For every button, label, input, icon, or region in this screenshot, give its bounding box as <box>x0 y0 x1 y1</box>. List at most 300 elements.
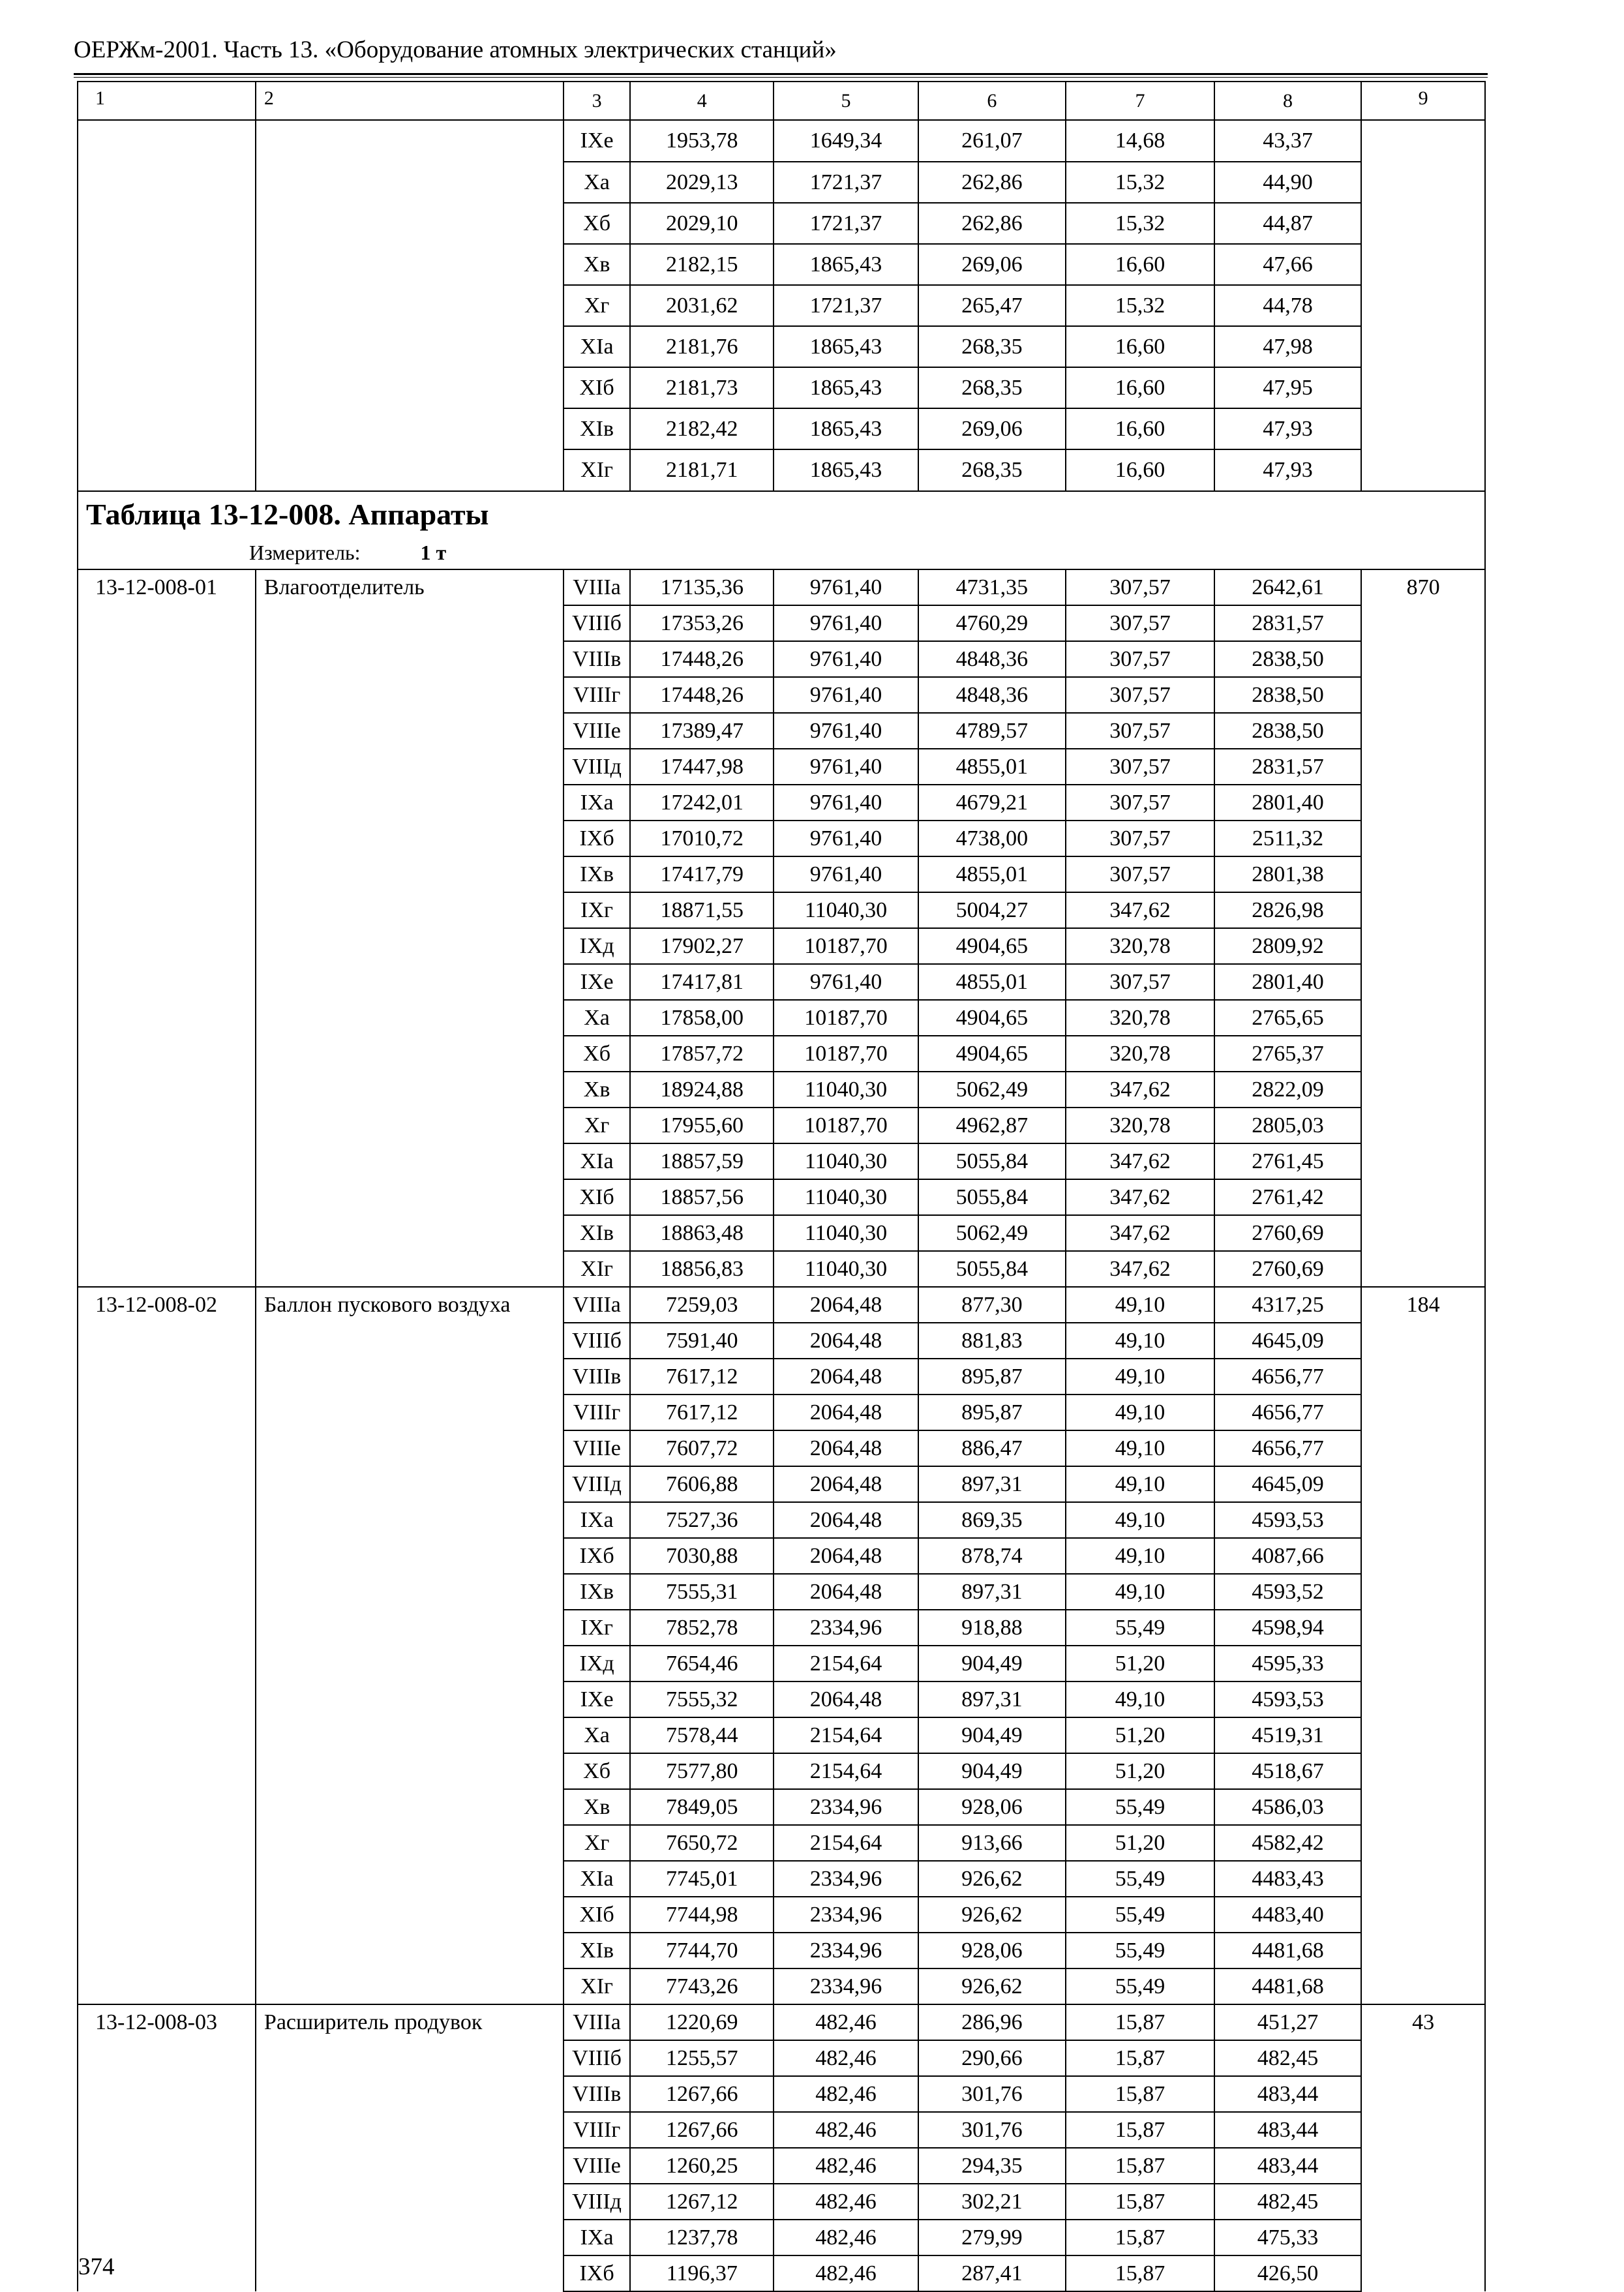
table-cell: 4586,03 <box>1214 1789 1361 1825</box>
table-cell: 5062,49 <box>918 1072 1066 1108</box>
table-cell: 4962,87 <box>918 1108 1066 1143</box>
table-cell: 482,46 <box>774 2076 918 2112</box>
empty-cell <box>1361 408 1485 449</box>
table-cell: XIг <box>564 1251 630 1287</box>
table-cell: 15,87 <box>1066 2255 1214 2291</box>
table-cell: 16,60 <box>1066 367 1214 408</box>
table-cell: 15,87 <box>1066 2184 1214 2220</box>
table-cell: 1721,37 <box>774 203 918 244</box>
table-cell: 307,57 <box>1066 785 1214 821</box>
table-cell: VIIIв <box>564 2076 630 2112</box>
table-cell: 2838,50 <box>1214 641 1361 677</box>
table-cell: 17448,26 <box>630 641 774 677</box>
table-cell: 4731,35 <box>918 569 1066 605</box>
table-cell: 2064,48 <box>774 1574 918 1610</box>
table-cell: 1220,69 <box>630 2004 774 2040</box>
table-cell: 877,30 <box>918 1287 1066 1323</box>
empty-cell <box>1361 326 1485 367</box>
table-cell: 897,31 <box>918 1681 1066 1717</box>
table-cell: IXв <box>564 856 630 892</box>
table-cell: 55,49 <box>1066 1861 1214 1897</box>
table-cell: 1721,37 <box>774 162 918 203</box>
table-row <box>78 569 1485 605</box>
table-cell: XIв <box>564 1933 630 1968</box>
table-cell: 7745,01 <box>630 1861 774 1897</box>
table-cell: 9761,40 <box>774 569 918 605</box>
table-cell: 17902,27 <box>630 928 774 964</box>
table-cell: IXe <box>564 1681 630 1717</box>
table-cell: 2761,42 <box>1214 1179 1361 1215</box>
table-cell: VIIIг <box>564 2112 630 2148</box>
table-cell: 18863,48 <box>630 1215 774 1251</box>
table-row <box>78 162 1485 203</box>
table-cell: 269,06 <box>918 408 1066 449</box>
table-cell: VIIIг <box>564 677 630 713</box>
empty-cell <box>78 203 256 244</box>
table-cell: 4483,43 <box>1214 1861 1361 1897</box>
table-cell: 4789,57 <box>918 713 1066 749</box>
table-cell: 10187,70 <box>774 1036 918 1072</box>
empty-cell <box>1361 203 1485 244</box>
table-cell: IXa <box>564 2220 630 2255</box>
table-cell: 4483,40 <box>1214 1897 1361 1933</box>
table-cell: 7578,44 <box>630 1717 774 1753</box>
table-cell: 2805,03 <box>1214 1108 1361 1143</box>
column-number-cell: 7 <box>1066 82 1214 120</box>
column-number-cell: 8 <box>1214 82 1361 120</box>
table-cell: 15,87 <box>1066 2148 1214 2184</box>
table-cell: 7259,03 <box>630 1287 774 1323</box>
empty-cell <box>78 408 256 449</box>
table-cell: 44,78 <box>1214 285 1361 326</box>
table-cell: 2182,15 <box>630 244 774 285</box>
table-cell: 4848,36 <box>918 641 1066 677</box>
table-cell: 918,88 <box>918 1610 1066 1646</box>
table-cell: 1865,43 <box>774 408 918 449</box>
table-row <box>78 203 1485 244</box>
table-cell: 4645,09 <box>1214 1323 1361 1359</box>
table-cell: 49,10 <box>1066 1287 1214 1323</box>
table-cell: 55,49 <box>1066 1968 1214 2004</box>
table-cell: 14,68 <box>1066 120 1214 162</box>
table-cell: IXб <box>564 821 630 856</box>
table-cell: 2154,64 <box>774 1825 918 1861</box>
table-cell: 482,46 <box>774 2148 918 2184</box>
table-cell: 2801,40 <box>1214 964 1361 1000</box>
table-cell: Xг <box>564 1108 630 1143</box>
table-cell: Xв <box>564 1789 630 1825</box>
table-cell: 7852,78 <box>630 1610 774 1646</box>
table-cell: 2334,96 <box>774 1968 918 2004</box>
empty-cell <box>256 162 564 203</box>
table-cell: 2838,50 <box>1214 713 1361 749</box>
empty-cell <box>1361 244 1485 285</box>
item-code: 13-12-008-02 <box>78 1287 256 2004</box>
table-cell: 47,93 <box>1214 449 1361 491</box>
table-cell: 4087,66 <box>1214 1538 1361 1574</box>
table-cell: 51,20 <box>1066 1753 1214 1789</box>
table-row <box>78 367 1485 408</box>
table-cell: 17447,98 <box>630 749 774 785</box>
table-cell: 347,62 <box>1066 1072 1214 1108</box>
table-cell: 55,49 <box>1066 1789 1214 1825</box>
table-cell: IXд <box>564 928 630 964</box>
table-cell: 4593,53 <box>1214 1502 1361 1538</box>
table-cell: IXe <box>564 964 630 1000</box>
table-cell: 4904,65 <box>918 1036 1066 1072</box>
empty-cell <box>78 449 256 491</box>
header-rule-thin <box>74 77 1488 78</box>
table-cell: 4656,77 <box>1214 1395 1361 1430</box>
table-cell: 482,46 <box>774 2220 918 2255</box>
table-cell: 301,76 <box>918 2076 1066 2112</box>
table-cell: 2154,64 <box>774 1753 918 1789</box>
table-cell: 2760,69 <box>1214 1251 1361 1287</box>
table-cell: 51,20 <box>1066 1646 1214 1681</box>
table-cell: 7654,46 <box>630 1646 774 1681</box>
table-cell: 4317,25 <box>1214 1287 1361 1323</box>
table-cell: IXa <box>564 785 630 821</box>
table-cell: 49,10 <box>1066 1502 1214 1538</box>
table-cell: 904,49 <box>918 1753 1066 1789</box>
table-cell: IXa <box>564 1502 630 1538</box>
empty-cell <box>1361 449 1485 491</box>
table-cell: 4855,01 <box>918 856 1066 892</box>
table-cell: Xг <box>564 1825 630 1861</box>
table-cell: 10187,70 <box>774 1000 918 1036</box>
table-cell: 49,10 <box>1066 1359 1214 1395</box>
empty-cell <box>1361 162 1485 203</box>
table-cell: XIв <box>564 408 630 449</box>
table-cell: 1237,78 <box>630 2220 774 2255</box>
table-caption-cell <box>78 491 1485 537</box>
table-cell: 51,20 <box>1066 1717 1214 1753</box>
table-caption-row <box>78 491 1485 537</box>
table-cell: 482,45 <box>1214 2184 1361 2220</box>
table-cell: 18871,55 <box>630 892 774 928</box>
table-cell: IXд <box>564 1646 630 1681</box>
table-cell: 1267,66 <box>630 2112 774 2148</box>
table-cell: 4738,00 <box>918 821 1066 856</box>
table-cell: 483,44 <box>1214 2112 1361 2148</box>
table-cell: Xб <box>564 1036 630 1072</box>
table-cell: VIIIe <box>564 2148 630 2184</box>
table-row <box>78 285 1485 326</box>
table-cell: 2334,96 <box>774 1610 918 1646</box>
table-cell: 307,57 <box>1066 605 1214 641</box>
table-cell: 2154,64 <box>774 1646 918 1681</box>
column-number-cell: 5 <box>774 82 918 120</box>
table-cell: 17353,26 <box>630 605 774 641</box>
empty-cell <box>256 244 564 285</box>
empty-cell <box>78 326 256 367</box>
empty-cell <box>256 449 564 491</box>
table-cell: 17417,81 <box>630 964 774 1000</box>
table-cell: 9761,40 <box>774 964 918 1000</box>
table-cell: 482,46 <box>774 2004 918 2040</box>
table-cell: 482,46 <box>774 2184 918 2220</box>
table-cell: 17858,00 <box>630 1000 774 1036</box>
table-cell: 1267,66 <box>630 2076 774 2112</box>
table-cell: 2064,48 <box>774 1359 918 1395</box>
table-cell: VIIIд <box>564 1466 630 1502</box>
table-cell: 55,49 <box>1066 1897 1214 1933</box>
table-cell: 261,07 <box>918 120 1066 162</box>
table-cell: 47,93 <box>1214 408 1361 449</box>
table-cell: XIa <box>564 1861 630 1897</box>
item-name: Влагоотделитель <box>256 569 564 1287</box>
table-cell: 4481,68 <box>1214 1933 1361 1968</box>
table-cell: 7743,26 <box>630 1968 774 2004</box>
table-cell: 7650,72 <box>630 1825 774 1861</box>
table-cell: 268,35 <box>918 367 1066 408</box>
table-cell: 7744,98 <box>630 1897 774 1933</box>
table-cell: 307,57 <box>1066 713 1214 749</box>
table-cell: IXб <box>564 1538 630 1574</box>
item-code: 13-12-008-03 <box>78 2004 256 2291</box>
price-table <box>77 81 1486 2292</box>
table-cell: 262,86 <box>918 203 1066 244</box>
table-row <box>78 326 1485 367</box>
table-cell: 886,47 <box>918 1430 1066 1466</box>
table-cell: Xa <box>564 1000 630 1036</box>
table-cell: 4593,52 <box>1214 1574 1361 1610</box>
table-cell: 904,49 <box>918 1646 1066 1681</box>
table-cell: 482,46 <box>774 2255 918 2291</box>
table-cell: 483,44 <box>1214 2148 1361 2184</box>
empty-cell <box>78 285 256 326</box>
column-number-cell: 2 <box>256 82 564 120</box>
table-cell: 4679,21 <box>918 785 1066 821</box>
table-cell: 482,46 <box>774 2112 918 2148</box>
table-cell: 18857,59 <box>630 1143 774 1179</box>
table-cell: 9761,40 <box>774 605 918 641</box>
table-cell: 347,62 <box>1066 892 1214 928</box>
unit-label: Измеритель: <box>249 541 361 564</box>
table-cell: 2831,57 <box>1214 605 1361 641</box>
table-cell: 9761,40 <box>774 821 918 856</box>
table-cell: 4518,67 <box>1214 1753 1361 1789</box>
table-cell: 307,57 <box>1066 821 1214 856</box>
table-cell: 347,62 <box>1066 1215 1214 1251</box>
table-cell: Xг <box>564 285 630 326</box>
table-cell: 4656,77 <box>1214 1359 1361 1395</box>
table-cell: 17135,36 <box>630 569 774 605</box>
table-cell: 268,35 <box>918 449 1066 491</box>
table-caption: Таблица 13-12-008. Аппараты <box>86 498 489 531</box>
table-cell: 4855,01 <box>918 749 1066 785</box>
table-cell: 49,10 <box>1066 1466 1214 1502</box>
table-cell: 2831,57 <box>1214 749 1361 785</box>
table-row <box>78 1287 1485 1323</box>
table-cell: 1267,12 <box>630 2184 774 2220</box>
empty-cell <box>1361 120 1485 162</box>
table-cell: 1255,57 <box>630 2040 774 2076</box>
table-cell: 1649,34 <box>774 120 918 162</box>
table-cell: 4848,36 <box>918 677 1066 713</box>
table-cell: 9761,40 <box>774 785 918 821</box>
table-cell: 347,62 <box>1066 1179 1214 1215</box>
table-cell: 2801,40 <box>1214 785 1361 821</box>
table-cell: 17857,72 <box>630 1036 774 1072</box>
table-cell: 5004,27 <box>918 892 1066 928</box>
table-cell: VIIIe <box>564 713 630 749</box>
table-cell: 11040,30 <box>774 1251 918 1287</box>
table-cell: XIб <box>564 1179 630 1215</box>
table-cell: 895,87 <box>918 1359 1066 1395</box>
table-cell: 2826,98 <box>1214 892 1361 928</box>
table-cell: VIIIa <box>564 1287 630 1323</box>
table-cell: 44,90 <box>1214 162 1361 203</box>
empty-cell <box>78 244 256 285</box>
table-cell: 7617,12 <box>630 1395 774 1430</box>
table-cell: 2334,96 <box>774 1897 918 1933</box>
table-cell: 307,57 <box>1066 677 1214 713</box>
table-cell: 451,27 <box>1214 2004 1361 2040</box>
table-cell: 926,62 <box>918 1861 1066 1897</box>
running-header: ОЕРЖм-2001. Часть 13. «Оборудование атомных электрических станций» <box>74 37 837 63</box>
table-cell: XIг <box>564 1968 630 2004</box>
table-cell: 269,06 <box>918 244 1066 285</box>
table-cell: 1260,25 <box>630 2148 774 2184</box>
table-cell: 4593,53 <box>1214 1681 1361 1717</box>
item-col9-value: 184 <box>1361 1287 1485 2004</box>
table-cell: 286,96 <box>918 2004 1066 2040</box>
table-cell: 17417,79 <box>630 856 774 892</box>
table-cell: 897,31 <box>918 1574 1066 1610</box>
table-cell: 4598,94 <box>1214 1610 1361 1646</box>
table-cell: IXб <box>564 2255 630 2291</box>
table-cell: 7555,32 <box>630 1681 774 1717</box>
table-cell: VIIIб <box>564 2040 630 2076</box>
table-cell: VIIIд <box>564 749 630 785</box>
table-cell: 928,06 <box>918 1933 1066 1968</box>
table-cell: 7030,88 <box>630 1538 774 1574</box>
item-code: 13-12-008-01 <box>78 569 256 1287</box>
empty-cell <box>256 203 564 244</box>
table-cell: VIIIв <box>564 641 630 677</box>
table-cell: 5055,84 <box>918 1143 1066 1179</box>
table-cell: 16,60 <box>1066 244 1214 285</box>
table-cell: 47,98 <box>1214 326 1361 367</box>
table-cell: 2064,48 <box>774 1430 918 1466</box>
table-cell: 262,86 <box>918 162 1066 203</box>
table-cell: 4481,68 <box>1214 1968 1361 2004</box>
table-cell: 2182,42 <box>630 408 774 449</box>
table-cell: 926,62 <box>918 1968 1066 2004</box>
table-cell: 2765,37 <box>1214 1036 1361 1072</box>
table-cell: VIIIв <box>564 1359 630 1395</box>
page-number: 374 <box>78 2254 115 2280</box>
column-number-cell: 9 <box>1361 82 1485 120</box>
table-cell: 18856,83 <box>630 1251 774 1287</box>
table-cell: 7617,12 <box>630 1359 774 1395</box>
table-cell: 307,57 <box>1066 569 1214 605</box>
table-cell: 7577,80 <box>630 1753 774 1789</box>
item-name: Баллон пускового воздуха <box>256 1287 564 2004</box>
column-number-cell: 3 <box>564 82 630 120</box>
table-cell: 15,32 <box>1066 162 1214 203</box>
table-cell: 10187,70 <box>774 928 918 964</box>
table-cell: 2029,13 <box>630 162 774 203</box>
table-cell: 4904,65 <box>918 928 1066 964</box>
table-cell: 895,87 <box>918 1395 1066 1430</box>
table-cell: 279,99 <box>918 2220 1066 2255</box>
table-cell: 1865,43 <box>774 449 918 491</box>
table-cell: 49,10 <box>1066 1681 1214 1717</box>
table-cell: 17448,26 <box>630 677 774 713</box>
table-cell: 49,10 <box>1066 1395 1214 1430</box>
table-cell: Xб <box>564 1753 630 1789</box>
table-cell: 2029,10 <box>630 203 774 244</box>
table-cell: 320,78 <box>1066 1108 1214 1143</box>
table-cell: IXe <box>564 120 630 162</box>
table-cell: 15,87 <box>1066 2004 1214 2040</box>
table-cell: 5062,49 <box>918 1215 1066 1251</box>
table-cell: 307,57 <box>1066 749 1214 785</box>
empty-cell <box>78 162 256 203</box>
table-cell: 15,87 <box>1066 2040 1214 2076</box>
table-row <box>78 2004 1485 2040</box>
table-cell: 16,60 <box>1066 449 1214 491</box>
table-cell: 2064,48 <box>774 1502 918 1538</box>
table-cell: 10187,70 <box>774 1108 918 1143</box>
table-cell: 18857,56 <box>630 1179 774 1215</box>
table-cell: 2334,96 <box>774 1861 918 1897</box>
table-cell: 2181,76 <box>630 326 774 367</box>
table-cell: VIIIa <box>564 2004 630 2040</box>
table-cell: Xв <box>564 244 630 285</box>
empty-cell <box>78 367 256 408</box>
table-cell: 1865,43 <box>774 244 918 285</box>
table-cell: Xa <box>564 162 630 203</box>
table-cell: 320,78 <box>1066 1036 1214 1072</box>
table-cell: 878,74 <box>918 1538 1066 1574</box>
table-cell: Xб <box>564 203 630 244</box>
table-cell: 1865,43 <box>774 367 918 408</box>
table-cell: 307,57 <box>1066 856 1214 892</box>
table-cell: 11040,30 <box>774 892 918 928</box>
table-cell: 926,62 <box>918 1897 1066 1933</box>
table-row <box>78 244 1485 285</box>
table-cell: 4645,09 <box>1214 1466 1361 1502</box>
table-cell: 426,50 <box>1214 2255 1361 2291</box>
table-cell: 15,32 <box>1066 203 1214 244</box>
table-cell: 16,60 <box>1066 326 1214 367</box>
table-cell: 11040,30 <box>774 1143 918 1179</box>
table-cell: 2809,92 <box>1214 928 1361 964</box>
table-row <box>78 449 1485 491</box>
table-cell: 928,06 <box>918 1789 1066 1825</box>
table-cell: 43,37 <box>1214 120 1361 162</box>
table-cell: 9761,40 <box>774 749 918 785</box>
table-cell: XIa <box>564 1143 630 1179</box>
table-cell: 7849,05 <box>630 1789 774 1825</box>
table-cell: 9761,40 <box>774 677 918 713</box>
table-cell: XIв <box>564 1215 630 1251</box>
table-cell: 49,10 <box>1066 1430 1214 1466</box>
table-cell: 2511,32 <box>1214 821 1361 856</box>
column-number-cell: 1 <box>78 82 256 120</box>
empty-cell <box>256 326 564 367</box>
table-cell: XIa <box>564 326 630 367</box>
table-cell: 47,66 <box>1214 244 1361 285</box>
table-cell: 2760,69 <box>1214 1215 1361 1251</box>
table-cell: VIIIa <box>564 569 630 605</box>
table-cell: 15,87 <box>1066 2112 1214 2148</box>
table-cell: 320,78 <box>1066 928 1214 964</box>
table-cell: 4656,77 <box>1214 1430 1361 1466</box>
